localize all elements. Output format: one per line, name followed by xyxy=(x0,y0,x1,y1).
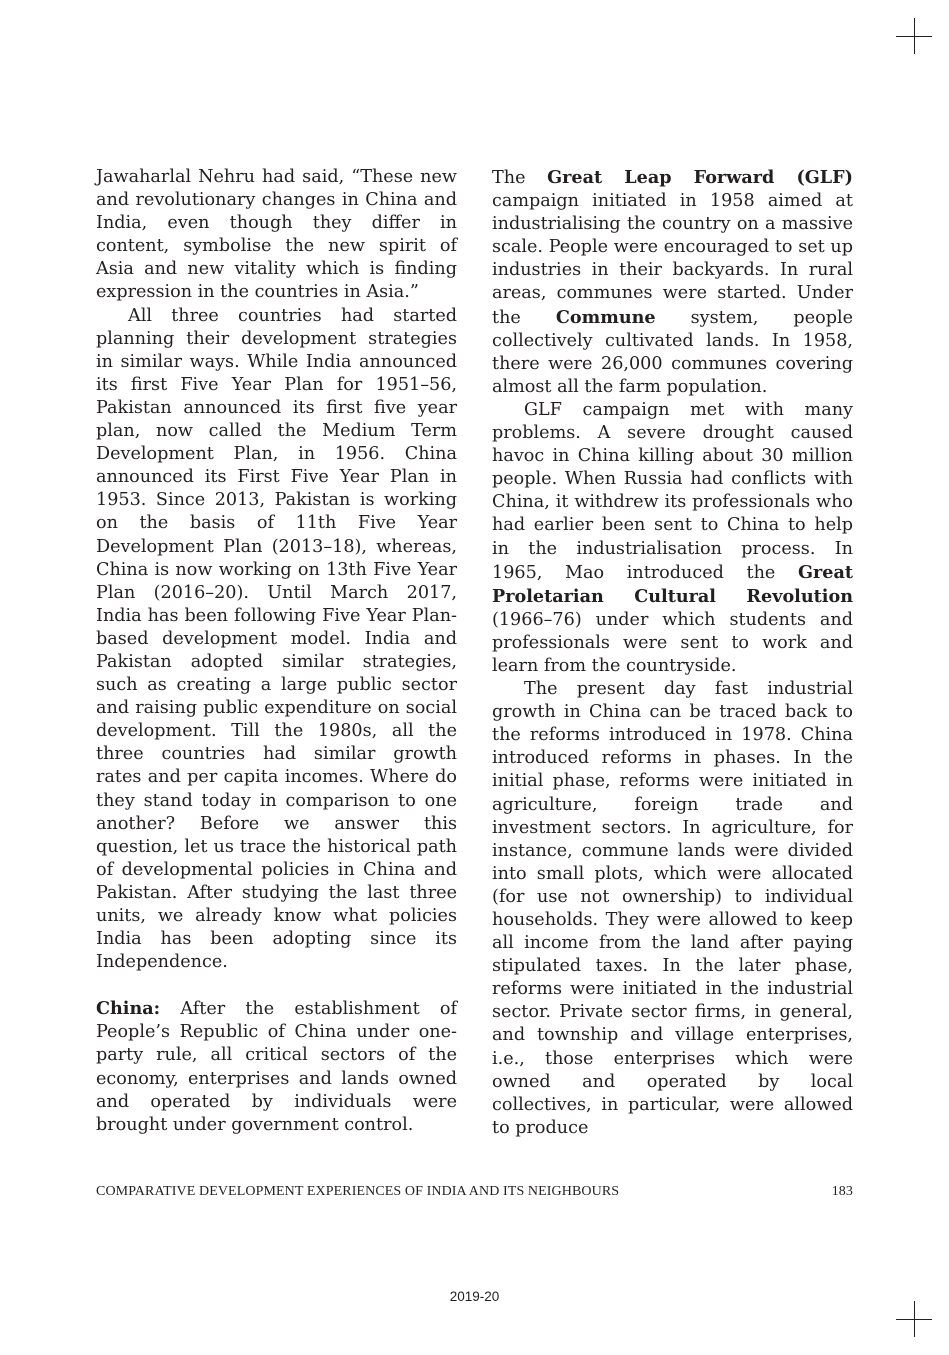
glf-problems-paragraph xyxy=(492,399,853,678)
glf-text-2: campaign initiated in 1958 aimed at industrialising the country on a massive scale. People were encouraged to set up industries in their backyards. In rural areas, communes were started. Under the xyxy=(492,191,853,328)
reforms-paragraph: The present day fast industrial growth in China can be traced back to the reforms introduced in 1978. China introduced reforms in phases. In the initial phase, reforms were initiated in agriculture, foreign trade and investment sectors. In agriculture, for instance, commune lands were divided into small plots, which were allocated (for use not ownership) to individual households. They were allowed to keep all income from the land after paying stipulated taxes. In the later phase, reforms were initiated in the industrial sector. Private sector firms, in general, and township and village enterprises, i.e., those enterprises which were owned and operated by local collectives, in particular, were allowed to produce xyxy=(492,679,853,1138)
china-paragraph xyxy=(96,997,457,1137)
glf-term: Great Leap Forward (GLF) xyxy=(547,167,853,188)
footer-title: COMPARATIVE DEVELOPMENT EXPERIENCES OF INDIA AND ITS NEIGHBOURS xyxy=(96,1184,620,1199)
glf-text-3: system, people collectively cultivated lands. In 1958, there were 26,000 communes covering almost all the farm population. xyxy=(492,307,854,397)
left-column xyxy=(96,166,457,1137)
development-strategies-paragraph: All three countries had started planning their development strategies in similar ways. While India announced its first Five Year Plan for 1951–56, Pakistan announced its first five year plan, now called the Medium Term Development Plan, in 1956. China announced its First Five Year Plan in 1953. Since 2013, Pakistan is working on the basis of 11th Five Year Development Plan (2013–18), whereas, China is now working on 13th Five Year Plan (2016–20). Until March 2017, India has been following Five Year Plan- based development model. India and Pakistan adopted similar strategies, such as creating a large public sector and raising public expenditure on social development. Till the 1980s, all the three countries had similar growth rates and per capita incomes. Where do they stand today in comparison to one another? Before we answer this question, let us trace the historical path of developmental policies in China and Pakistan. After studying the last three units, we already know what policies India has been adopting since its Independence. xyxy=(96,305,457,973)
cultural-revolution-term: Great Proletarian Cultural Revolution xyxy=(492,561,853,607)
right-column xyxy=(492,166,853,1140)
china-heading: China: xyxy=(96,998,161,1020)
glf-text-1: The xyxy=(492,168,548,188)
glf-problems-text-1: GLF campaign met with many problems. A severe drought caused havoc in China killing about 30 million people. When Russia had conflicts with China, it withdrew its professionals who had earlier been sent to China to help in the industrialisation process. In 1965, Mao introduced the xyxy=(492,399,853,583)
commune-term: Commune xyxy=(555,306,656,328)
page-number: 183 xyxy=(831,1184,853,1199)
nehru-quote-paragraph: Jawaharlal Nehru had said, “These new and revolutionary changes in China and India, even though they differ in content, symbolise the new spirit of Asia and new vitality which is finding expression in the countries in Asia.” xyxy=(96,167,457,303)
china-paragraph-text: After the establishment of People’s Republic of China under one-party rule, all critical sectors of the economy, enterprises and lands owned and operated by individuals were brought under government control. xyxy=(96,999,457,1135)
edition-year: 2019-20 xyxy=(449,1289,500,1304)
glf-problems-text-2: (1966–76) under which students and professionals were sent to work and learn from the countryside. xyxy=(492,609,853,676)
glf-paragraph xyxy=(492,166,853,399)
